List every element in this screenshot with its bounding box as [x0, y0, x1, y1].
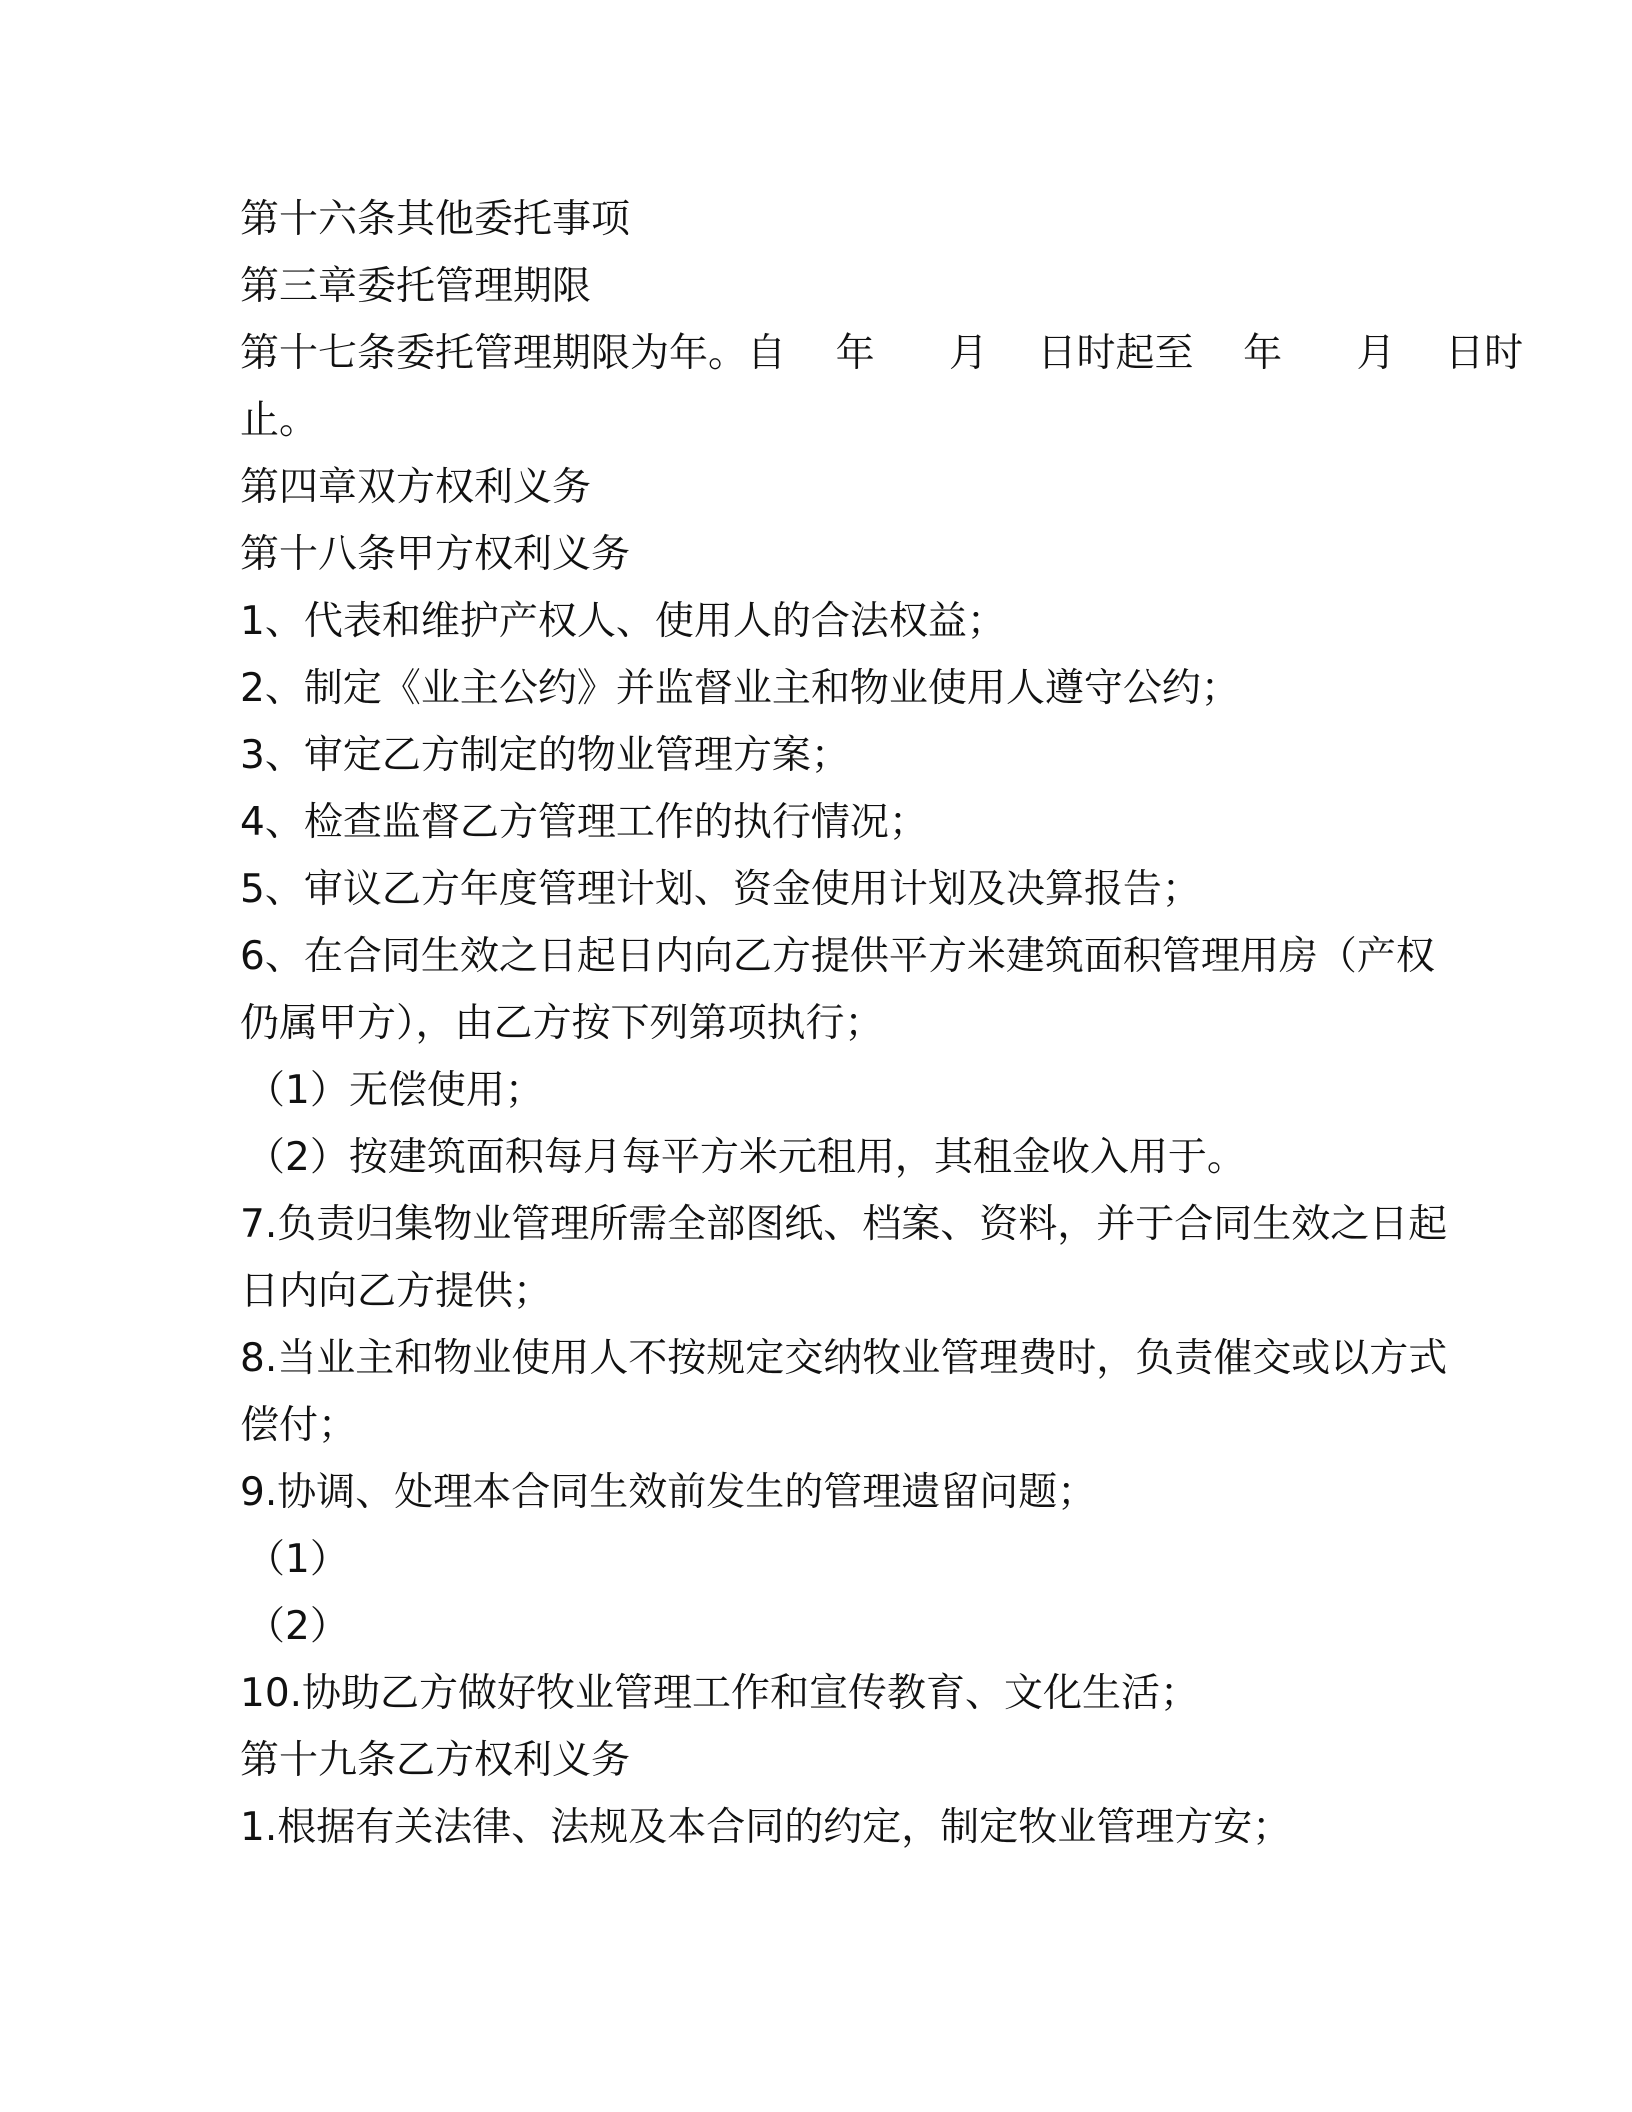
- list-item: 1.根据有关法律、法规及本合同的约定，制定牧业管理方安；: [240, 1805, 1292, 1850]
- list-item-cont: 日内向乙方提供；: [240, 1269, 553, 1314]
- article-17-text-cont: 止。: [240, 398, 319, 443]
- sub-item: （2）: [246, 1604, 349, 1649]
- list-item: 10.协助乙方做好牧业管理工作和宣传教育、文化生活；: [240, 1671, 1200, 1716]
- list-item: 7.负责归集物业管理所需全部图纸、档案、资料，并于合同生效之日起: [240, 1202, 1448, 1247]
- list-item-cont: 偿付；: [240, 1403, 358, 1448]
- list-item: 5、审议乙方年度管理计划、资金使用计划及决算报告；: [240, 867, 1201, 912]
- sub-item: （1）无偿使用；: [246, 1068, 544, 1113]
- list-item: 6、在合同生效之日起日内向乙方提供平方米建筑面积管理用房（产权: [240, 934, 1435, 979]
- list-item: 4、检查监督乙方管理工作的执行情况；: [240, 800, 928, 845]
- article-17-text: 第十七条委托管理期限为年。自 年 月 日时起至 年 月 日时: [240, 331, 1524, 376]
- article-19-heading: 第十九条乙方权利义务: [240, 1738, 631, 1783]
- article-16-heading: 第十六条其他委托事项: [240, 197, 631, 242]
- chapter-4-heading: 第四章双方权利义务: [240, 465, 592, 510]
- list-item-cont: 仍属甲方），由乙方按下列第项执行；: [240, 1001, 884, 1046]
- list-item: 3、审定乙方制定的物业管理方案；: [240, 733, 850, 778]
- chapter-3-heading: 第三章委托管理期限: [240, 264, 592, 309]
- document-body: [240, 186, 1524, 1861]
- article-18-heading: 第十八条甲方权利义务: [240, 532, 631, 577]
- list-item: 8.当业主和物业使用人不按规定交纳牧业管理费时，负责催交或以方式: [240, 1336, 1448, 1381]
- sub-item: （2）按建筑面积每月每平方米元租用，其租金收入用于。: [246, 1135, 1246, 1180]
- list-item: 1、代表和维护产权人、使用人的合法权益；: [240, 599, 1006, 644]
- list-item: 2、制定《业主公约》并监督业主和物业使用人遵守公约；: [240, 666, 1240, 711]
- sub-item: （1）: [246, 1537, 349, 1582]
- list-item: 9.协调、处理本合同生效前发生的管理遗留问题；: [240, 1470, 1097, 1515]
